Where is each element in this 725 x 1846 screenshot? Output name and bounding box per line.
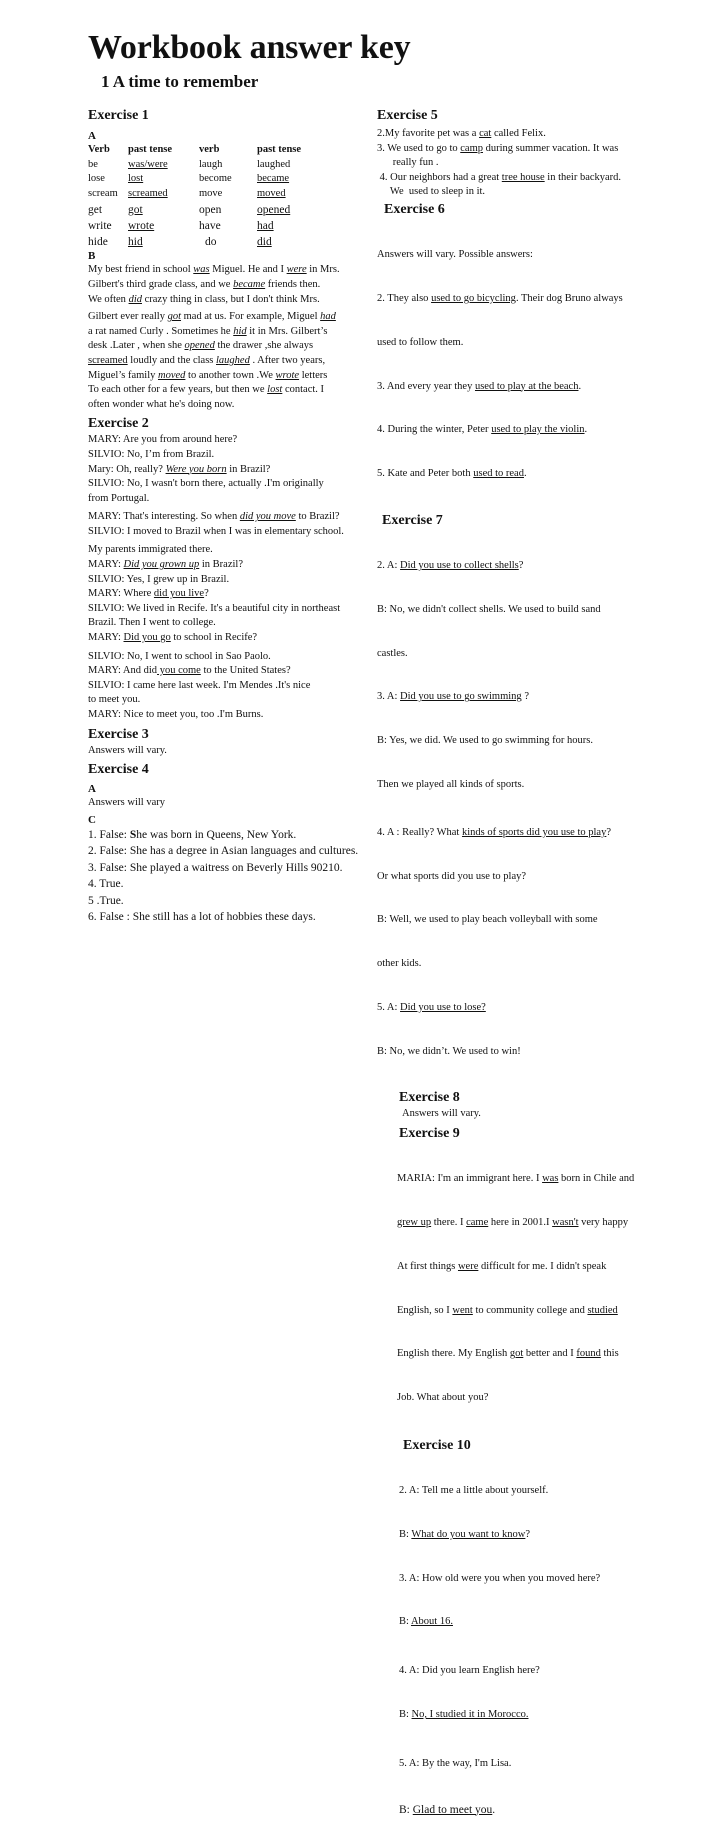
text-line: B: No, we didn’t. We used to win!: [377, 1045, 521, 1057]
table-row: [88, 187, 337, 202]
text-line: 4. During the winter, Peter used to play the violin.: [377, 424, 588, 436]
exercise-9-lines: [377, 1143, 667, 1435]
table-row: [88, 233, 337, 249]
table-cell: became: [257, 173, 290, 185]
table-cell: lose: [88, 173, 105, 185]
text-line: Answers will vary. Possible answers:: [377, 249, 533, 261]
text-line: MARIA: I'm an immigrant here. I was born in Chile and: [397, 1173, 635, 1185]
table-cell: write: [88, 219, 112, 232]
text-line: MARY: Are you from around here?: [88, 434, 238, 446]
exercise-7-lines: [377, 530, 667, 1089]
text-line: At first things were difficult for me. I didn't speak: [397, 1260, 607, 1272]
text-line: Job. What about you?: [397, 1392, 489, 1404]
table-row: [88, 172, 337, 187]
exercise-4-part-a: A: [88, 783, 96, 796]
verb-table: [88, 143, 337, 249]
text-line: 5. A: Did you use to lose?: [377, 1001, 486, 1013]
text-line: SILVIO: No, I went to school in Sao Paolo.: [88, 650, 271, 662]
exercise-6-lines: [377, 219, 667, 511]
table-cell: moved: [257, 187, 286, 199]
text-line: castles.: [377, 647, 408, 659]
text-line: MARY: And did you come to the United States?: [88, 665, 291, 677]
table-row: [88, 201, 337, 217]
text-line: 3. A: Did you use to go swimming ?: [377, 691, 529, 703]
text-line: MARY: Did you grown up in Brazil?: [88, 559, 243, 571]
table-cell: hide: [88, 235, 108, 248]
text-line: B: No, I studied it in Morocco.: [399, 1708, 529, 1720]
table-cell: scream: [88, 187, 118, 199]
text-line: SILVIO: Yes, I grew up in Brazil.: [88, 573, 230, 585]
table-cell: move: [199, 187, 223, 199]
table-cell: do: [205, 235, 217, 248]
text-line: MARY: Where did you live?: [88, 588, 209, 600]
text-line: 4. A : Really? What kinds of sports did you use to play?: [377, 826, 612, 838]
col-header: verb: [199, 144, 220, 155]
text-line: We often did crazy thing in class, but I don't think Mrs.: [88, 293, 320, 305]
table-cell: become: [199, 173, 232, 185]
text-line: 5. Kate and Peter both used to read.: [377, 468, 527, 480]
text-line: Gilbert ever really got mad at us. For example, Miguel had: [88, 311, 336, 323]
exercise-10-heading: Exercise 10: [403, 1437, 471, 1453]
exercise-1-heading: Exercise 1: [88, 108, 149, 123]
text-line: SILVIO: I came here last week. I'm Mendes .It's nice: [88, 679, 311, 691]
right-column: [377, 107, 667, 1846]
text-line: from Portugal.: [88, 492, 150, 504]
list-item: 6. False : She still has a lot of hobbies these days.: [88, 911, 316, 924]
text-line: 2. A: Tell me a little about yourself.: [399, 1485, 549, 1497]
text-line: B: What do you want to know?: [399, 1528, 531, 1540]
exercise-1-part-a: A: [88, 130, 96, 142]
text-line: My best friend in school was Miguel. He and I were in Mrs.: [88, 264, 340, 276]
table-cell: got: [128, 203, 143, 216]
left-column: [88, 107, 380, 926]
table-cell: be: [88, 158, 98, 170]
text-line: To each other for a few years, but then we lost contact. I: [88, 384, 325, 396]
table-cell: was/were: [128, 158, 168, 170]
text-line: B: Glad to meet you.: [399, 1803, 496, 1816]
exercise-8-text: Answers will vary.: [402, 1108, 481, 1120]
text-line: 5. A: By the way, I'm Lisa.: [399, 1757, 512, 1769]
text-line: grew up there. I came here in 2001.I wasn't very happy: [397, 1216, 629, 1228]
table-cell: did: [257, 235, 272, 248]
text-line: 2.My favorite pet was a cat called Felix.: [377, 128, 546, 139]
table-cell: lost: [128, 173, 144, 185]
text-line: screamed loudly and the class laughed . After two years,: [88, 354, 326, 366]
text-line: SILVIO: No, I’m from Brazil.: [88, 448, 215, 460]
text-line: Or what sports did you use to play?: [377, 870, 527, 882]
table-cell: screamed: [128, 187, 168, 199]
table-cell: get: [88, 203, 103, 216]
text-line: Gilbert's third grade class, and we became friends then.: [88, 278, 321, 290]
exercise-3-heading: Exercise 3: [88, 726, 149, 742]
text-line: English there. My English got better and I found this: [397, 1348, 619, 1360]
table-cell: had: [257, 219, 274, 232]
list-item: 3. False: She played a waitress on Beverly Hills 90210.: [88, 861, 343, 874]
exercise-2-heading: Exercise 2: [88, 416, 149, 432]
col-header: past tense: [128, 144, 173, 155]
text-line: SILVIO: We lived in Recife. It's a beautiful city in northeast: [88, 602, 341, 614]
page-subtitle: 1 A time to remember: [101, 72, 259, 91]
table-row: [88, 158, 337, 173]
exercise-5-heading: Exercise 5: [377, 108, 438, 123]
text-line: 3. We used to go to camp during summer vacation. It was: [377, 142, 619, 154]
text-line: 2. They also used to go bicycling. Their dog Bruno always: [377, 292, 623, 304]
text-line: to meet you.: [88, 694, 141, 706]
exercise-4-a-text: Answers will vary: [88, 797, 165, 809]
text-line: a rat named Curly . Sometimes he hid it in Mrs. Gilbert’s: [88, 325, 328, 337]
col-header: past tense: [257, 144, 302, 155]
text-line: B: Yes, we did. We used to go swimming for hours.: [377, 735, 593, 747]
exercise-1-paragraph: [88, 263, 380, 412]
table-cell: hid: [128, 235, 143, 248]
text-line: SILVIO: No, I wasn't born there, actually .I'm originally: [88, 478, 324, 490]
exercise-3-text: Answers will vary.: [88, 744, 167, 756]
text-line: 3. A: How old were you when you moved here?: [399, 1572, 601, 1584]
text-line: B: Well, we used to play beach volleyball with some: [377, 914, 598, 926]
exercise-2-dialogue: [88, 433, 380, 722]
text-line: 2. A: Did you use to collect shells?: [377, 560, 524, 572]
list-item: 5 .True.: [88, 894, 124, 907]
table-cell: laughed: [257, 158, 291, 170]
text-line: MARY: That's interesting. So when did you move to Brazil?: [88, 511, 340, 523]
page-title: Workbook answer key: [88, 29, 411, 66]
exercise-9-heading: Exercise 9: [399, 1126, 460, 1141]
verb-table-header: [88, 143, 337, 158]
list-item: 2. False: She has a degree in Asian languages and cultures.: [88, 845, 359, 858]
text-line: really fun .: [377, 157, 439, 169]
text-line: Miguel’s family moved to another town .We wrote letters: [88, 369, 328, 381]
text-line: B: No, we didn't collect shells. We used to build sand: [377, 603, 601, 615]
text-line: SILVIO: I moved to Brazil when I was in elementary school.: [88, 525, 344, 537]
exercise-4-heading: Exercise 4: [88, 762, 149, 778]
list-item: 1. False: She was born in Queens, New York.: [88, 828, 297, 841]
table-cell: have: [199, 219, 221, 232]
text-line: MARY: Did you go to school in Recife?: [88, 632, 258, 644]
text-line: desk .Later , when she opened the drawer ,she always: [88, 340, 314, 352]
text-line: 4. Our neighbors had a great tree house in their backyard.: [377, 171, 622, 183]
text-line: 4. A: Did you learn English here?: [399, 1665, 540, 1677]
text-line: often wonder what he's doing now.: [88, 398, 235, 410]
text-line: We used to sleep in it.: [377, 186, 486, 198]
text-line: Then we played all kinds of sports.: [377, 778, 525, 790]
exercise-8-heading: Exercise 8: [399, 1090, 460, 1106]
table-cell: laugh: [199, 158, 223, 170]
text-line: MARY: Nice to meet you, too .I'm Burns.: [88, 709, 264, 720]
text-line: English, so I went to community college and studied: [397, 1304, 618, 1316]
exercise-1-part-b: B: [88, 250, 96, 263]
exercise-10-lines: [377, 1455, 667, 1846]
text-line: Brazil. Then I went to college.: [88, 617, 216, 629]
exercise-5-lines: [377, 127, 667, 200]
table-cell: open: [199, 203, 222, 216]
table-cell: opened: [257, 203, 291, 216]
col-header: Verb: [88, 144, 110, 155]
list-item: 4. True.: [88, 878, 124, 891]
text-line: Mary: Oh, really? Were you born in Brazil?: [88, 463, 271, 475]
exercise-6-heading: Exercise 6: [384, 201, 445, 217]
table-cell: wrote: [128, 219, 155, 232]
text-line: B: About 16.: [399, 1616, 453, 1628]
text-line: My parents immigrated there.: [88, 544, 213, 556]
exercise-4-list: [88, 827, 380, 926]
exercise-7-heading: Exercise 7: [382, 512, 443, 528]
exercise-4-part-c: C: [88, 813, 96, 826]
text-line: used to follow them.: [377, 336, 464, 348]
text-line: other kids.: [377, 958, 422, 970]
table-row: [88, 217, 337, 233]
text-line: 3. And every year they used to play at the beach.: [377, 380, 582, 392]
